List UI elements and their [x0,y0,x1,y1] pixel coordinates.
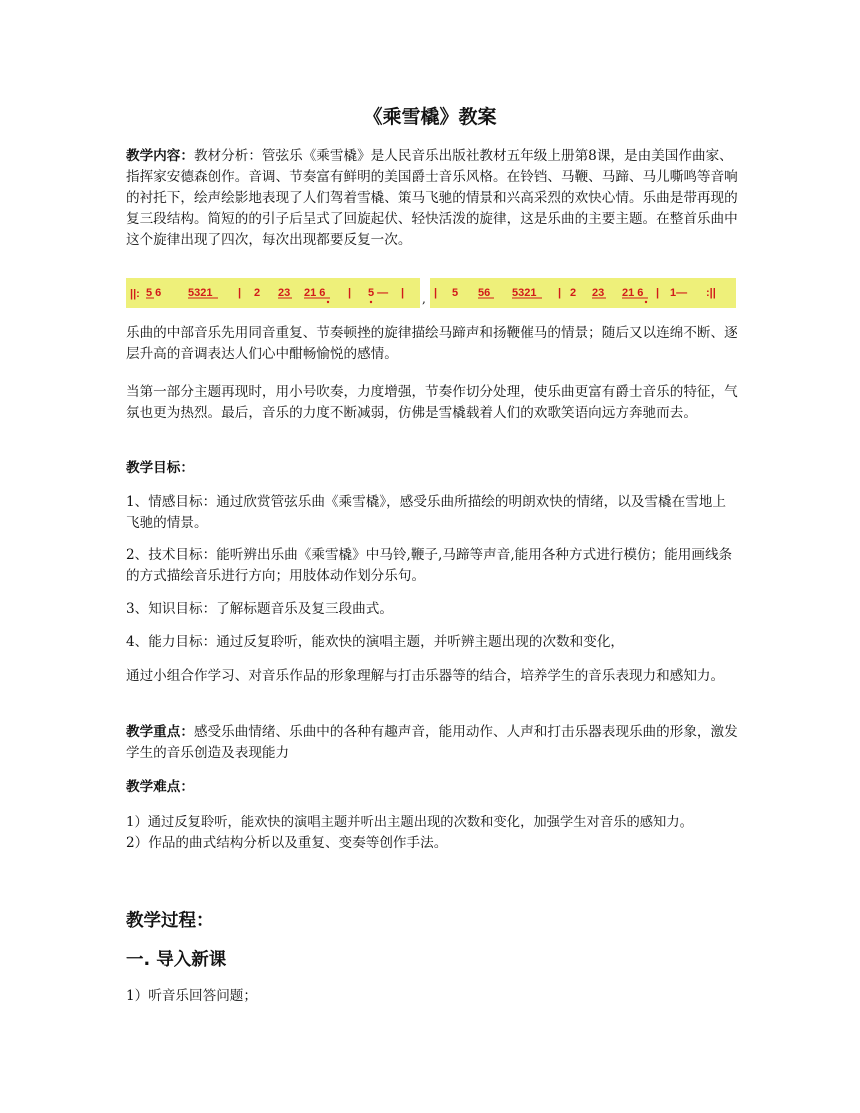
notation-note: 5321 [512,287,537,299]
notation-note: 5321 [188,287,213,299]
notation-separator: , [422,292,426,306]
notation-note: 56 [478,287,491,299]
notation-note: 5 [452,287,459,299]
goal-item: 4、能力目标：通过反复聆听，能欢快的演唱主题，并听辨主题出现的次数和变化， [126,634,625,650]
notation-note: 21 6 [622,287,644,299]
notation-right-svg [430,278,736,308]
notation-note: | [656,287,660,299]
notation-note: 5 6 [146,287,162,299]
dot-mark [370,301,372,303]
notation-note: 23 [592,287,605,299]
middle-section-paragraph: 乐曲的中部音乐先用同音重复、节奏顿挫的旋律描绘马蹄声和扬鞭催马的情景；随后又以连绵不断、逐层升高的音调表达人们心中酣畅愉悦的感情。 [126,325,738,362]
teaching-content-label: 教学内容： [126,148,194,164]
notation-note: 2 [254,287,261,299]
notation-note: ||: [130,288,140,300]
difficulties-heading: 教学难点： [126,779,194,795]
notation-note: 2 [570,287,577,299]
goal-item: 2、技术目标：能听辨出乐曲《乘雪橇》中马铃,鞭子,马蹄等声音,能用各种方式进行模仿；能用画线条的方式描绘音乐进行方向；用肢体动作划分乐句。 [126,547,733,584]
goal-item: 1、情感目标：通过欣赏管弦乐曲《乘雪橇》，感受乐曲所描绘的明朗欢快的情绪，以及雪橇在雪地上飞驰的情景。 [126,494,726,531]
notation-left-svg [126,278,420,308]
dot-mark [645,301,647,303]
goal-item: 3、知识目标：了解标题音乐及复三段曲式。 [126,601,393,617]
teaching-content-paragraph [126,146,738,251]
notation-note: 5 — [368,287,389,299]
goals-heading: 教学目标： [126,460,194,476]
process-heading: 教学过程： [126,911,214,931]
dot-mark [327,301,329,303]
document-title: 《乘雪橇》教案 [363,106,497,128]
notation-note: | [558,287,562,299]
notation-note: 1— [670,287,688,299]
key-points-body: 感受乐曲情绪、乐曲中的各种有趣声音，能用动作、人声和打击乐器表现乐曲的形象，激发学生的音乐创造及表现能力 [126,724,738,761]
reprise-paragraph: 当第一部分主题再现时，用小号吹奏，力度增强，节奏作切分处理，使乐曲更富有爵士音乐的特征，气氛也更为热烈。最后，音乐的力度不断减弱，仿佛是雪橇载着人们的欢歌笑语向远方奔驰而去。 [126,384,738,421]
key-points-paragraph [126,722,738,764]
notation-note: | [401,287,405,299]
notation-note: 21 6 [304,287,326,299]
difficulty-item: 2）作品的曲式结构分析以及重复、变奏等创作手法。 [126,835,448,851]
notation-strip-left [126,278,420,308]
step-item: 1）听音乐回答问题； [126,988,257,1004]
notation-note: | [434,287,438,299]
teaching-content-body: 教材分析：管弦乐《乘雪橇》是人民音乐出版社教材五年级上册第8课，是由美国作曲家、指挥家安德森创作。音调、节奏富有鲜明的美国爵士音乐风格。在铃铛、马鞭、马蹄、马儿嘶鸣等音响的衬托下，绘声绘影地表现了人们驾着雪橇、策马飞驰的情景和兴高采烈的欢快心情。乐曲是带再现的复三段结构。简短的的引子后呈式了回旋起伏、轻快活泼的旋律，这是乐曲的主要主题。在整首乐曲中这个旋律出现了四次，每次出现都要反复一次。 [126,148,738,248]
notation-note: | [348,287,352,299]
notation-note: | [238,287,242,299]
difficulty-item: 1）通过反复聆听，能欢快的演唱主题并听出主题出现的次数和变化，加强学生对音乐的感知力。 [126,815,693,830]
notation-strip-right [430,278,736,308]
goal-item: 通过小组合作学习、对音乐作品的形象理解与打击乐器等的结合，培养学生的音乐表现力和感知力。 [126,668,725,684]
notation-note: 23 [278,287,291,299]
section-heading-intro: 一. 导入新课 [126,950,227,970]
notation-note: :|| [706,287,716,299]
key-points-label: 教学重点： [126,724,194,740]
